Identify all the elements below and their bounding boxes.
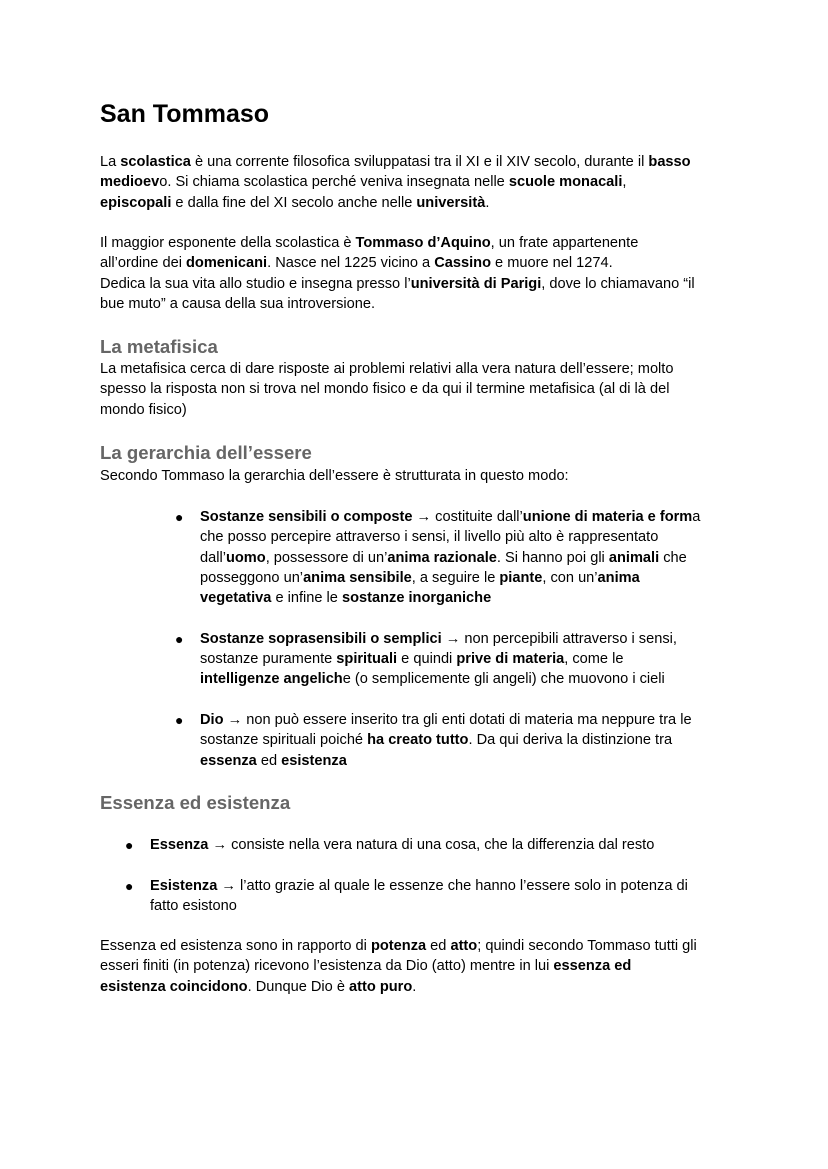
text-line	[200, 710, 728, 730]
text-run: ed	[256, 752, 282, 769]
text-line	[200, 629, 728, 649]
list-item	[175, 507, 728, 608]
text-line	[100, 400, 728, 420]
bold-text: Sostanze sensibili o composte	[200, 509, 413, 525]
bold-text: episcopali	[100, 194, 172, 211]
text-line	[100, 977, 728, 997]
text-run: La metafisica cerca di dare risposte ai problemi relativi alla vera natura dell’essere; molto	[100, 361, 674, 377]
text-run: o. Si chiama scolastica perché veniva insegnata nelle	[159, 174, 509, 191]
bold-text: atto puro	[349, 978, 413, 995]
bold-text: università di Parigi	[410, 275, 542, 292]
bold-text: atto	[450, 938, 478, 954]
text-line	[100, 172, 728, 192]
bold-text: medioev	[100, 174, 160, 191]
text-line	[150, 876, 728, 896]
text-line	[100, 294, 728, 314]
text-run: Dedica la sua vita allo studio e insegna presso l’	[100, 275, 411, 292]
list-item-text	[200, 710, 728, 771]
bold-text: spirituali	[336, 651, 398, 668]
text-run: sostanze puramente	[200, 651, 337, 668]
text-line	[100, 193, 728, 213]
text-run: → costituite dall’	[412, 509, 523, 525]
bold-text: essenza	[200, 752, 257, 769]
bold-text: Essenza	[150, 837, 209, 853]
text-line	[100, 152, 728, 172]
bold-text: Esistenza	[150, 877, 218, 894]
text-run: Essenza ed esistenza sono in rapporto di	[100, 938, 371, 954]
text-run: fatto esistono	[150, 897, 237, 914]
text-run: è una corrente filosofica sviluppatasi tra il XI e il XIV secolo, durante il	[190, 154, 649, 170]
gerarchia-list	[175, 507, 728, 771]
text-line	[200, 568, 728, 588]
bold-text: vegetativa	[200, 590, 272, 607]
text-run: , un frate appartenente	[490, 235, 639, 251]
text-run: posseggono un’	[200, 569, 304, 586]
bold-text: piante	[499, 569, 543, 586]
bold-text: prive di materia	[456, 651, 565, 668]
text-run: , a seguire le	[411, 569, 500, 586]
text-line	[200, 669, 728, 689]
text-run: . Si hanno poi gli	[496, 549, 609, 566]
list-item	[175, 710, 728, 771]
bold-text: uomo	[225, 549, 266, 566]
text-line	[200, 751, 728, 771]
text-run: . Da qui deriva la distinzione tra	[468, 732, 673, 749]
bold-text: potenza	[370, 938, 427, 954]
text-run: mondo fisico)	[100, 401, 187, 418]
text-run: ; quindi secondo Tommaso tutti gli	[477, 938, 697, 954]
text-run: → non percepibili attraverso i sensi,	[441, 630, 677, 647]
bold-text: animali	[608, 549, 660, 566]
text-run: dall’	[200, 549, 226, 566]
text-run: , con un’	[542, 569, 598, 586]
section-heading-gerarchia: La gerarchia dell’essere	[100, 442, 312, 463]
text-run: all’ordine dei	[100, 255, 186, 272]
list-item-text	[150, 876, 728, 917]
text-run: → non può essere inserito tra gli enti dotati di materia ma neppure tra le	[223, 711, 692, 728]
metafisica-paragraph	[100, 359, 728, 420]
text-run: bue muto” a causa della sua introversione.	[100, 295, 376, 312]
list-item	[125, 835, 728, 855]
text-run: .	[485, 194, 490, 211]
gerarchia-intro	[100, 466, 728, 486]
text-run: , dove lo chiamavano “il	[541, 275, 695, 292]
text-run: → l’atto grazie al quale le essenze che hanno l’essere solo in potenza di	[217, 877, 688, 894]
text-line	[200, 649, 728, 669]
bullet-icon: ●	[175, 711, 184, 728]
section-heading-essenza: Essenza ed esistenza	[100, 792, 291, 813]
bold-text: anima	[597, 569, 640, 586]
bold-text: basso	[648, 154, 691, 170]
bold-text: ha creato tutto	[367, 732, 469, 749]
bold-text: anima razionale	[387, 549, 497, 566]
text-run: Secondo Tommaso la gerarchia dell’essere è strutturata in questo modo:	[100, 468, 569, 484]
bold-text: intelligenze angelich	[200, 671, 343, 688]
text-line	[150, 835, 728, 855]
bold-text: esistenza	[281, 752, 347, 769]
text-run: , come le	[564, 651, 624, 668]
text-line	[100, 233, 728, 253]
bold-text: sostanze inorganiche	[341, 590, 492, 607]
bold-text: scolastica	[120, 154, 191, 170]
text-line	[200, 507, 728, 527]
text-run: .	[412, 978, 417, 995]
list-item-text	[200, 629, 728, 690]
bullet-icon: ●	[175, 630, 184, 647]
bold-text: anima sensibile	[303, 569, 412, 586]
bold-text: unione di materia e form	[522, 509, 693, 525]
bold-text: scuole monacali	[508, 174, 623, 191]
bold-text: essenza ed	[553, 958, 632, 975]
list-item	[175, 629, 728, 690]
section-heading-metafisica: La metafisica	[100, 336, 218, 357]
text-run: ,	[622, 174, 627, 191]
list-item	[125, 876, 728, 917]
text-line	[100, 956, 728, 976]
bold-text: università	[416, 194, 486, 211]
text-line	[100, 359, 728, 379]
text-run: ed	[426, 938, 451, 954]
intro-paragraph-2	[100, 233, 728, 314]
bullet-icon: ●	[125, 877, 134, 894]
conclusion-paragraph	[100, 936, 728, 997]
text-line	[200, 730, 728, 750]
text-run: . Nasce nel 1225 vicino a	[267, 255, 435, 272]
text-run: esseri finiti (in potenza) ricevono l’esistenza da Dio (atto) mentre in lui	[100, 958, 554, 975]
text-run: , possessore di un’	[265, 549, 388, 566]
text-line	[200, 527, 728, 547]
bold-text: esistenza coincidono	[100, 978, 248, 995]
text-line	[100, 253, 728, 273]
bold-text: Dio	[200, 711, 224, 728]
text-line	[200, 588, 728, 608]
essenza-list	[125, 835, 728, 916]
bold-text: Sostanze soprasensibili o semplici	[200, 630, 442, 647]
text-run: La	[100, 154, 121, 170]
text-line	[100, 274, 728, 294]
text-run: a	[692, 509, 701, 525]
text-run: → consiste nella vera natura di una cosa, che la differenzia dal resto	[208, 837, 655, 853]
text-line	[100, 936, 728, 956]
list-item-text	[200, 507, 728, 608]
text-run: che posso percepire attraverso i sensi, il livello più alto è rappresentato	[200, 529, 659, 546]
bold-text: Cassino	[434, 255, 491, 272]
text-run: e (o semplicemente gli angeli) che muovono i cieli	[342, 671, 665, 688]
bullet-icon: ●	[125, 837, 134, 853]
bold-text: Tommaso d’Aquino	[355, 235, 491, 251]
bold-text: domenicani	[186, 255, 268, 272]
text-line	[100, 379, 728, 399]
text-line	[150, 896, 728, 916]
intro-paragraph-1	[100, 152, 728, 213]
list-item-text	[150, 835, 728, 855]
text-run: . Dunque Dio è	[247, 978, 350, 995]
text-line	[200, 548, 728, 568]
text-run: e quindi	[397, 651, 457, 668]
text-run: Il maggior esponente della scolastica è	[100, 235, 356, 251]
text-run: sostanze spirituali poiché	[200, 732, 368, 749]
text-run: e muore nel 1274.	[491, 255, 613, 272]
bullet-icon: ●	[175, 509, 184, 525]
text-line	[100, 466, 728, 486]
text-run: spesso la risposta non si trova nel mondo fisico e da qui il termine metafisica (al di là del	[100, 381, 670, 398]
text-run: e dalla fine del XI secolo anche nelle	[171, 194, 417, 211]
text-run: che	[659, 549, 687, 566]
page-title: San Tommaso	[100, 100, 270, 128]
text-run: e infine le	[271, 590, 342, 607]
